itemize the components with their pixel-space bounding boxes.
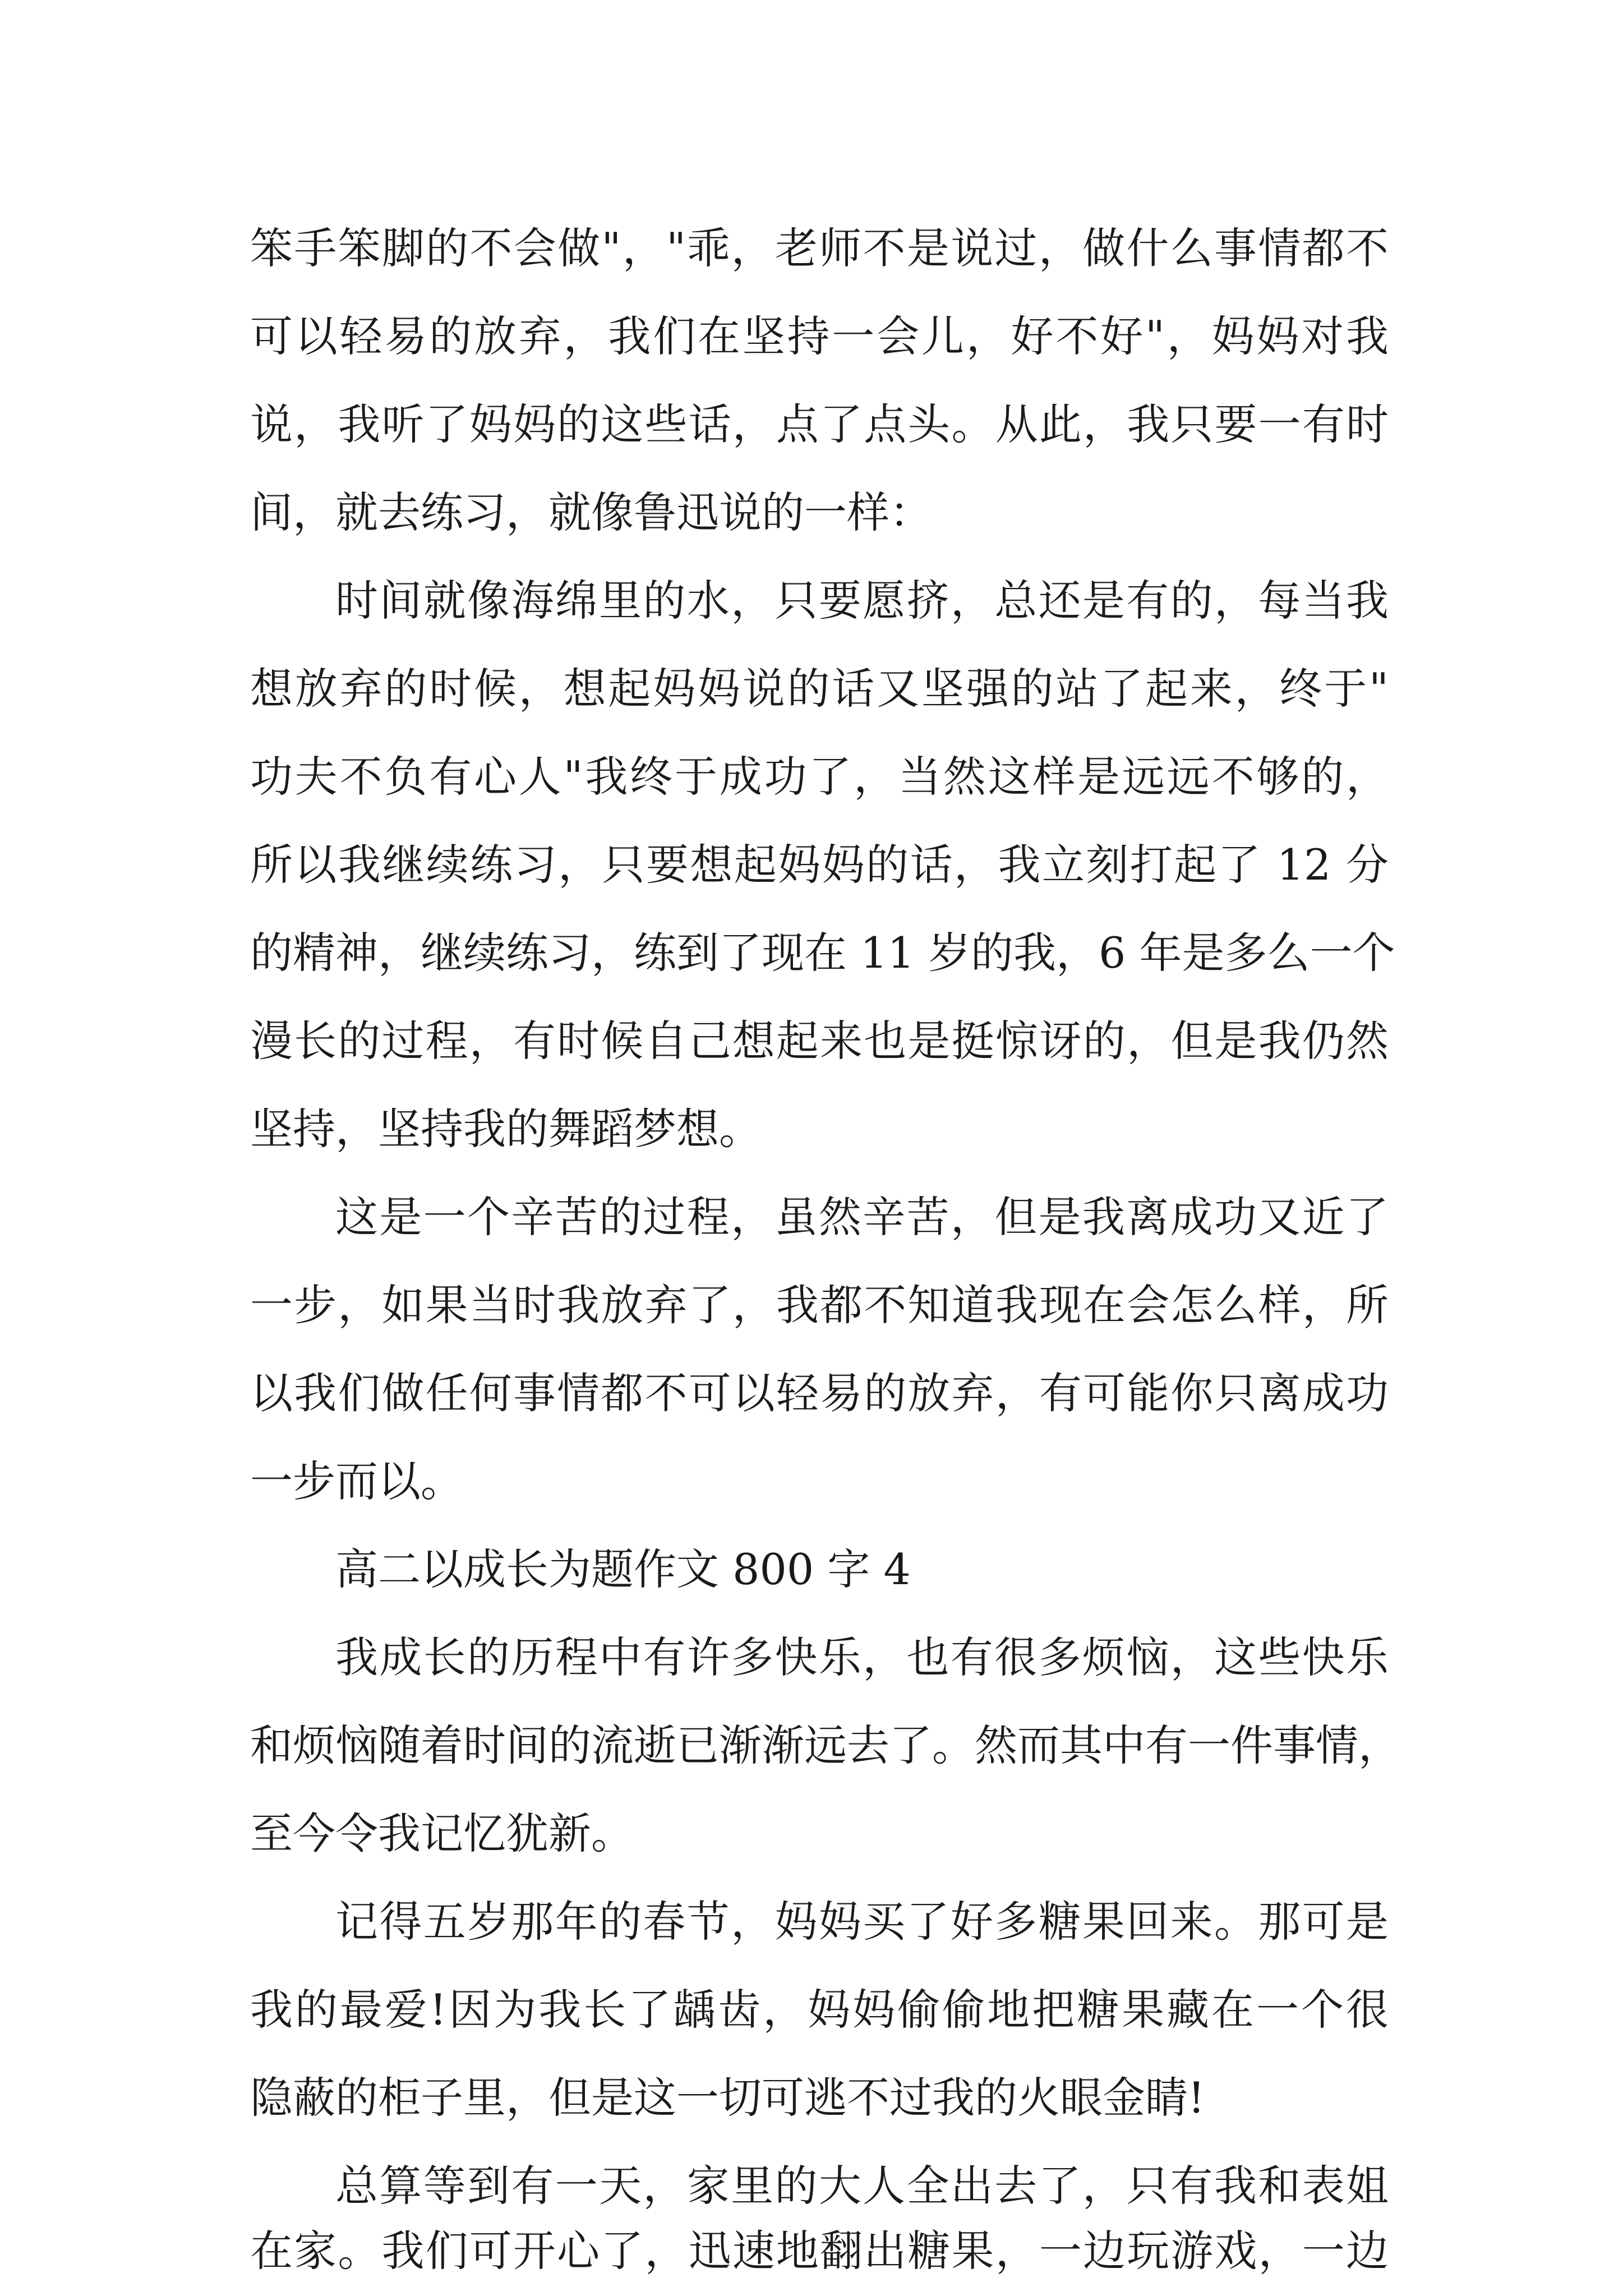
paragraph-first-line: 时间就像海绵里的水，只要愿挤，总还是有的，每当我 (335, 576, 1389, 625)
text-line: 我的最爱!因为我长了龋齿，妈妈偷偷地把糖果藏在一个很 (250, 1985, 1389, 2035)
text-line: 间，就去练习，就像鲁迅说的一样： (250, 487, 932, 537)
paragraph-first-line: 这是一个辛苦的过程，虽然辛苦，但是我离成功又近了 (335, 1192, 1389, 1242)
paragraph-first-line: 记得五岁那年的春节，妈妈买了好多糖果回来。那可是 (335, 1897, 1389, 1947)
section-heading: 高二以成长为题作文 800 字 4 (335, 1544, 911, 1594)
text-line: 坚持，坚持我的舞蹈梦想。 (250, 1104, 762, 1154)
text-line: 想放弃的时候，想起妈妈说的话又坚强的站了起来，终于" (250, 664, 1389, 714)
text-line: 说，我听了妈妈的这些话，点了点头。从此，我只要一有时 (250, 399, 1389, 449)
text-line: 至今令我记忆犹新。 (250, 1809, 634, 1858)
text-line: 漫长的过程，有时候自己想起来也是挺惊讶的，但是我仍然 (250, 1016, 1389, 1066)
paragraph-first-line: 我成长的历程中有许多快乐，也有很多烦恼，这些快乐 (335, 1632, 1389, 1682)
text-line: 和烦恼随着时间的流逝已渐渐远去了。然而其中有一件事情， (250, 1720, 1401, 1770)
paragraph-first-line: 总算等到有一天，家里的大人全出去了，只有我和表姐 (335, 2161, 1389, 2211)
text-line: 所以我继续练习，只要想起妈妈的话，我立刻打起了 12 分 (250, 840, 1389, 890)
text-line: 在家。我们可开心了，迅速地翻出糖果，一边玩游戏，一边 (250, 2226, 1389, 2276)
text-line: 以我们做任何事情都不可以轻易的放弃，有可能你只离成功 (250, 1368, 1389, 1418)
text-line: 的精神，继续练习，练到了现在 11 岁的我，6 年是多么一个 (250, 928, 1395, 978)
text-line: 笨手笨脚的不会做"，"乖，老师不是说过，做什么事情都不 (250, 223, 1389, 273)
text-line: 功夫不负有心人"我终于成功了，当然这样是远远不够的， (250, 752, 1389, 802)
text-line: 一步而以。 (250, 1456, 463, 1506)
text-line: 可以轻易的放弃，我们在坚持一会儿，好不好"，妈妈对我 (250, 311, 1389, 361)
text-line: 隐蔽的柜子里，但是这一切可逃不过我的火眼金睛! (250, 2073, 1205, 2123)
text-line: 一步，如果当时我放弃了，我都不知道我现在会怎么样，所 (250, 1280, 1389, 1330)
